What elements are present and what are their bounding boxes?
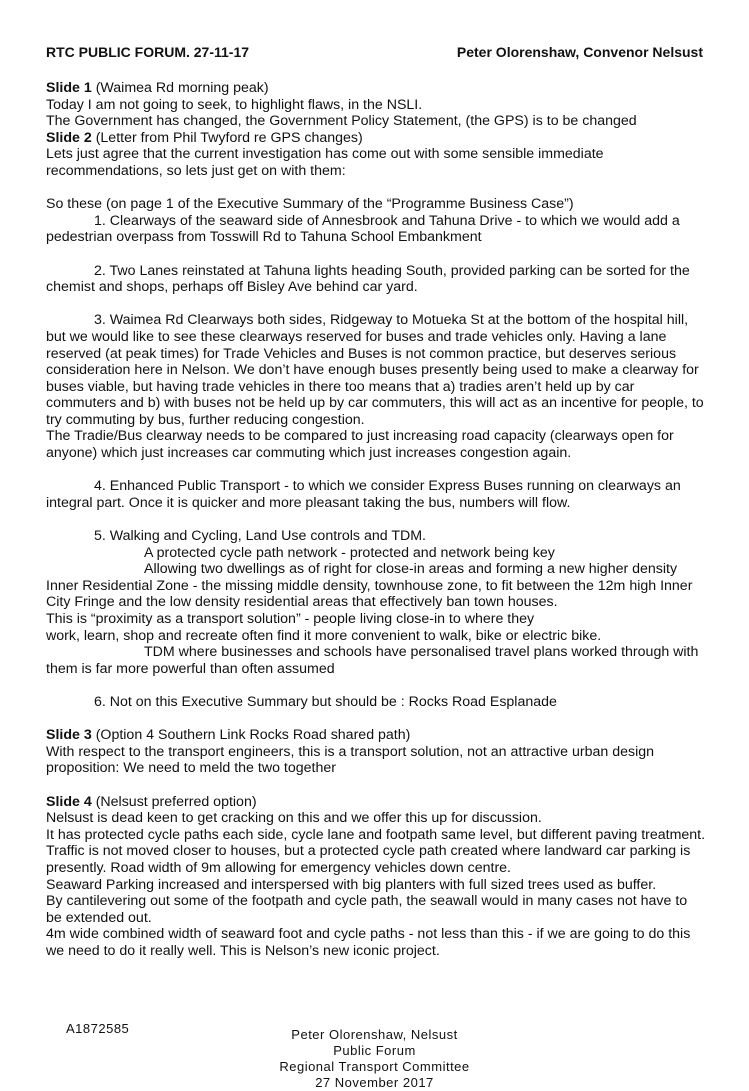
paragraph: Seaward Parking increased and interspersed with big planters with full sized trees used as buffer. [46,876,657,893]
list-item-5-text: work, learn, shop and recreate often find it more convenient to walk, bike or electric bike. [46,627,602,644]
slide-4-heading [46,794,706,811]
slide-4-desc: (Nelsust preferred option) [91,793,257,810]
slide-2-label: Slide 2 [46,129,92,146]
list-item-3-note: The Tradie/Bus clearway needs to be compared to just increasing road capacity (clearways open for anyone) which just increases car commuting which just increases congestion again. [46,428,674,462]
paragraph: With respect to the transport engineers, this is a transport solution, not an attractive urban design proposition: We need to meld the two together [46,743,655,777]
paragraph: Nelsust is dead keen to get cracking on this and we offer this up for discussion. [46,810,542,827]
list-item-1: 1. Clearways of the seaward side of Annesbrook and Tahuna Drive - to which we would add a pedestrian overpass from Tosswill Rd to Tahuna School Embankment [46,212,680,246]
header-author: Peter Olorenshaw, Convenor Nelsust [456,44,703,60]
list-item-4: 4. Enhanced Public Transport - to which we consider Express Buses running on clearways an integral part. Once it is quicker and more pleasant taking the bus, numbers will flow. [46,478,681,511]
paragraph: It has protected cycle paths each side, cycle lane and footpath same level, but different paving treatment. [46,826,706,843]
slide-4-label: Slide 4 [46,793,92,810]
paragraph: The Government has changed, the Government Policy Statement, (the GPS) is to be changed [46,113,637,130]
slide-2-desc: (Letter from Phil Twyford re GPS changes) [91,129,363,146]
footer-line: Regional Transport Committee [279,1059,470,1074]
paragraph: By cantilevering out some of the footpath and cycle path, the seawall would in many cases not have to be extended out. [46,893,688,926]
footer-line: Peter Olorenshaw, Nelsust [291,1027,458,1042]
header-title: RTC PUBLIC FORUM. 27-11-17 [46,44,250,60]
slide-3-desc: (Option 4 Southern Link Rocks Road shared path) [91,727,411,744]
list-item-3: 3. Waimea Rd Clearways both sides, Ridgeway to Motueka St at the bottom of the hospital hill, but we would like to see these clearways reserved for buses and trade vehicles only. Having a lane reserved (at peak times) for Trade Vehicles and Buses is not common practice, but deserves serious consideration here in Nelson. We don’t have enough buses presently being used to make a clearway for buses viable, but having trade vehicles in there too means that a) tradies aren’t held up by car commuters and b) with buses not be held up by car commuters, this will act as an incentive for people, to try commuting by bus, further reducing congestion. [46,312,704,428]
paragraph: 4m wide combined width of seaward foot and cycle paths - not less than this - if we are going to do this we need to do it really well. This is Nelson’s new iconic project. [46,926,691,959]
slide-1-desc: (Waimea Rd morning peak) [91,80,269,96]
slide-1-label: Slide 1 [46,80,92,96]
slide-1-heading [46,80,706,97]
footer-line: 27 November 2017 [315,1075,434,1090]
footer-line: Public Forum [333,1043,416,1058]
slide-3-heading [46,727,706,744]
paragraph: Lets just agree that the current investigation has come out with some sensible immediate recommendations, so lets just get on with them: [46,146,604,179]
slide-3-label: Slide 3 [46,727,92,744]
paragraph: So these (on page 1 of the Executive Summary of the “Programme Business Case”) [46,196,574,213]
list-item-2: 2. Two Lanes reinstated at Tahuna lights heading South, provided parking can be sorted for the chemist and shops, perhaps off Bisley Ave behind car yard. [46,262,690,296]
page-footer [0,1027,749,1091]
list-item-5-sub: A protected cycle path network - protected and network being key [144,544,555,561]
document-reference: A1872585 [66,1021,130,1036]
list-item-5: 5. Walking and Cycling, Land Use controls and TDM. [94,528,426,545]
list-item-5-sub: Allowing two dwellings as of right for close-in areas and forming a new higher density Inner Residential Zone - the missing middle density, townhouse zone, to fit between the 12m high Inner City Fringe and the low density residential areas that effectively ban town houses. [46,561,693,611]
paragraph: Traffic is not moved closer to houses, but a protected cycle path created where landward car parking is presently. Road width of 9m allowing for emergency vehicles down centre. [46,843,691,876]
list-item-5-text: This is “proximity as a transport solution” - people living close-in to where they [46,611,535,627]
list-item-5-sub: TDM where businesses and schools have personalised travel plans worked through with them is far more powerful than often assumed [46,644,699,677]
list-item-6: 6. Not on this Executive Summary but should be : Rocks Road Esplanade [94,693,557,710]
page-header [46,44,703,61]
paragraph: Today I am not going to seek, to highlight flaws, in the NSLI. [46,96,423,113]
slide-2-heading [46,130,706,147]
document-body [46,80,706,959]
